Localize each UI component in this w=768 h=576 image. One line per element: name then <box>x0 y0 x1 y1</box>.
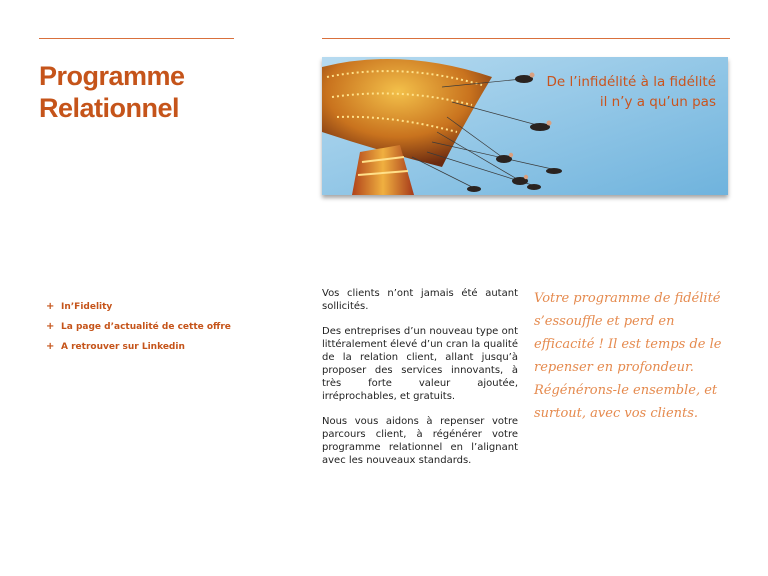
hero-banner <box>322 57 728 195</box>
body-text <box>322 287 518 479</box>
banner-tagline-line1: De l’infidélité à la fidélité <box>546 74 716 90</box>
link-label: La page d’actualité de cette offre <box>61 322 231 332</box>
pull-quote: Votre programme de fidélité s’essouffle et perd en efficacité ! Il est temps de le repenser en profondeur. Régénérons-le ensemble, et surtout, avec vos clients. <box>534 291 722 421</box>
link-linkedin[interactable] <box>46 337 231 357</box>
body-paragraph-3: Nous vous aidons à repenser votre parcours client, à régénérer votre programme relationnel en l’alignant avec les nouveaux standards. <box>322 416 518 466</box>
related-links <box>46 297 231 357</box>
link-label: In’Fidelity <box>61 302 113 312</box>
top-rule-right <box>322 38 730 39</box>
banner-tagline-line2: il n’y a qu’un pas <box>599 94 716 110</box>
link-infidelity[interactable] <box>46 297 231 317</box>
plus-icon: + <box>46 341 55 352</box>
plus-icon: + <box>46 301 55 312</box>
page-title-line2: Relationnel <box>39 93 180 123</box>
plus-icon: + <box>46 321 55 332</box>
body-paragraph-1: Vos clients n’ont jamais été autant sollicités. <box>322 288 518 312</box>
banner-tagline <box>547 72 716 112</box>
body-paragraph-2: Des entreprises d’un nouveau type ont littéralement élevé d’un cran la qualité de la relation client, allant jusqu’à proposer des services innovants, à très forte valeur ajoutée, irréprochables, et gratuits. <box>322 326 518 402</box>
top-rule-left <box>39 38 234 39</box>
page-title <box>39 60 185 124</box>
link-offer-news[interactable] <box>46 317 231 337</box>
page-title-line1: Programme <box>39 61 185 91</box>
link-label: A retrouver sur Linkedin <box>61 342 185 352</box>
